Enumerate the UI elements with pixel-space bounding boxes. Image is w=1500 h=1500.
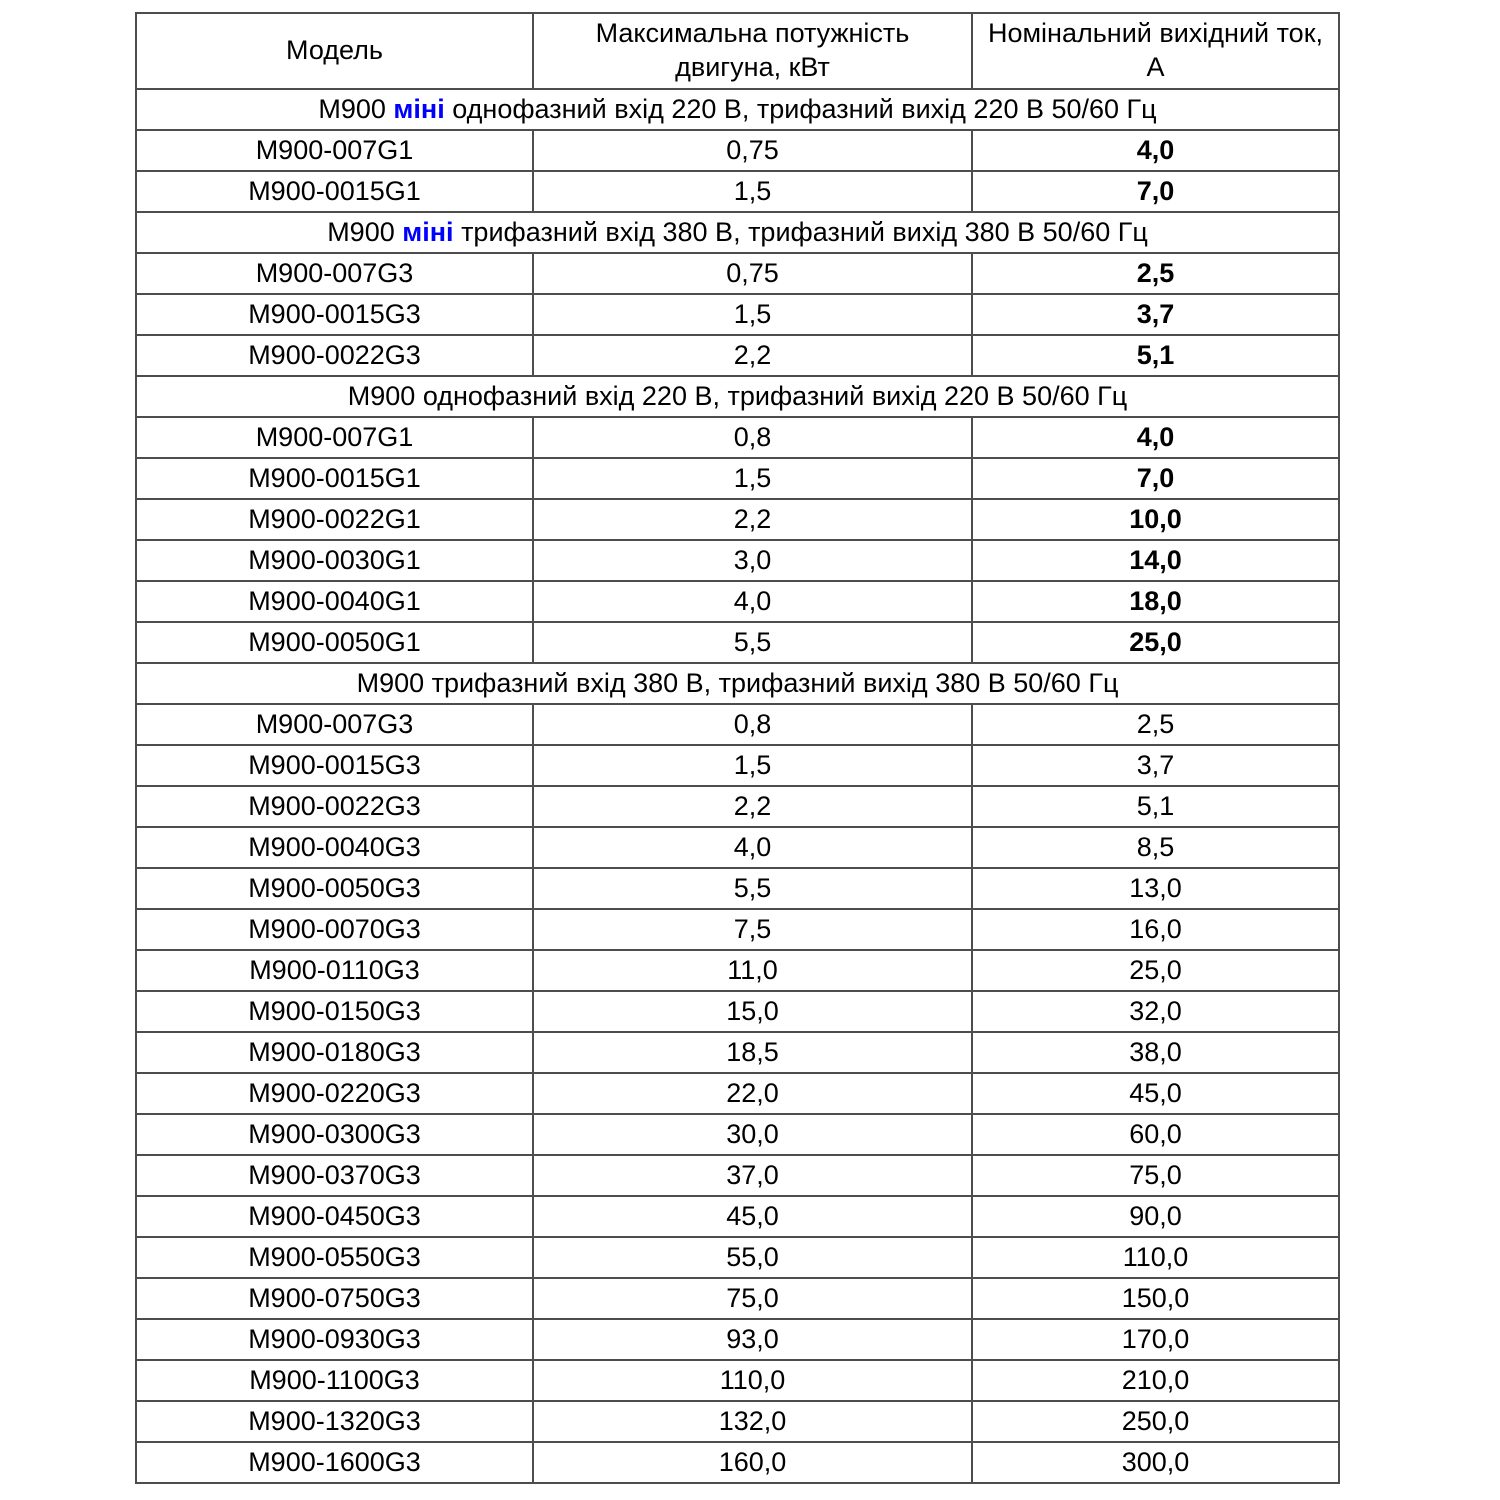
section-title bbox=[136, 89, 1339, 130]
section-header-row bbox=[136, 663, 1339, 704]
power-cell: 110,0 bbox=[533, 1360, 972, 1401]
model-cell: M900-0450G3 bbox=[136, 1196, 533, 1237]
table-row bbox=[136, 950, 1339, 991]
table-row bbox=[136, 499, 1339, 540]
model-cell: M900-007G1 bbox=[136, 417, 533, 458]
current-cell: 13,0 bbox=[972, 868, 1339, 909]
table-row bbox=[136, 786, 1339, 827]
power-cell: 5,5 bbox=[533, 868, 972, 909]
model-cell: M900-0550G3 bbox=[136, 1237, 533, 1278]
table-row bbox=[136, 991, 1339, 1032]
col-header-rated-current: Номінальний вихідний ток, А bbox=[972, 13, 1339, 89]
model-cell: M900-0300G3 bbox=[136, 1114, 533, 1155]
current-cell: 4,0 bbox=[972, 417, 1339, 458]
model-cell: M900-0022G3 bbox=[136, 786, 533, 827]
table-row bbox=[136, 540, 1339, 581]
power-cell: 37,0 bbox=[533, 1155, 972, 1196]
power-cell: 11,0 bbox=[533, 950, 972, 991]
current-cell: 210,0 bbox=[972, 1360, 1339, 1401]
model-cell: M900-0220G3 bbox=[136, 1073, 533, 1114]
section-title-suffix: однофазний вхід 220 В, трифазний вихід 220 В 50/60 Гц bbox=[452, 93, 1157, 124]
model-cell: M900-0022G1 bbox=[136, 499, 533, 540]
table-row bbox=[136, 1114, 1339, 1155]
model-cell: M900-007G3 bbox=[136, 253, 533, 294]
power-cell: 1,5 bbox=[533, 745, 972, 786]
current-cell: 2,5 bbox=[972, 704, 1339, 745]
model-cell: M900-0180G3 bbox=[136, 1032, 533, 1073]
table-row bbox=[136, 458, 1339, 499]
power-cell: 2,2 bbox=[533, 786, 972, 827]
current-cell: 2,5 bbox=[972, 253, 1339, 294]
power-cell: 4,0 bbox=[533, 581, 972, 622]
model-cell: M900-0015G1 bbox=[136, 171, 533, 212]
model-cell: M900-0015G1 bbox=[136, 458, 533, 499]
section-title-highlight: міні bbox=[393, 93, 445, 124]
table-row bbox=[136, 253, 1339, 294]
current-cell: 18,0 bbox=[972, 581, 1339, 622]
model-cell: M900-007G3 bbox=[136, 704, 533, 745]
power-cell: 93,0 bbox=[533, 1319, 972, 1360]
current-cell: 32,0 bbox=[972, 991, 1339, 1032]
table-row bbox=[136, 1319, 1339, 1360]
current-cell: 14,0 bbox=[972, 540, 1339, 581]
table-row bbox=[136, 1196, 1339, 1237]
section-title-suffix: трифазний вхід 380 В, трифазний вихід 380 В 50/60 Гц bbox=[431, 667, 1119, 698]
current-cell: 3,7 bbox=[972, 745, 1339, 786]
power-cell: 30,0 bbox=[533, 1114, 972, 1155]
power-cell: 55,0 bbox=[533, 1237, 972, 1278]
table-row bbox=[136, 745, 1339, 786]
model-cell: M900-0030G1 bbox=[136, 540, 533, 581]
current-cell: 3,7 bbox=[972, 294, 1339, 335]
current-cell: 25,0 bbox=[972, 622, 1339, 663]
power-cell: 4,0 bbox=[533, 827, 972, 868]
section-title-prefix: М900 bbox=[356, 667, 425, 698]
current-cell: 7,0 bbox=[972, 458, 1339, 499]
model-cell: M900-0930G3 bbox=[136, 1319, 533, 1360]
current-cell: 60,0 bbox=[972, 1114, 1339, 1155]
table-row bbox=[136, 1073, 1339, 1114]
model-cell: M900-0110G3 bbox=[136, 950, 533, 991]
table-row bbox=[136, 622, 1339, 663]
power-cell: 3,0 bbox=[533, 540, 972, 581]
section-title-highlight: міні bbox=[402, 216, 454, 247]
power-cell: 22,0 bbox=[533, 1073, 972, 1114]
current-cell: 170,0 bbox=[972, 1319, 1339, 1360]
section-title bbox=[136, 212, 1339, 253]
table-row bbox=[136, 417, 1339, 458]
power-cell: 0,8 bbox=[533, 417, 972, 458]
model-cell: M900-007G1 bbox=[136, 130, 533, 171]
section-title-prefix: М900 bbox=[327, 216, 395, 247]
table-row bbox=[136, 171, 1339, 212]
model-cell: M900-0040G3 bbox=[136, 827, 533, 868]
model-cell: M900-1600G3 bbox=[136, 1442, 533, 1483]
power-cell: 0,75 bbox=[533, 253, 972, 294]
model-cell: M900-0015G3 bbox=[136, 294, 533, 335]
table-row bbox=[136, 909, 1339, 950]
current-cell: 16,0 bbox=[972, 909, 1339, 950]
current-cell: 10,0 bbox=[972, 499, 1339, 540]
power-cell: 18,5 bbox=[533, 1032, 972, 1073]
model-cell: M900-0040G1 bbox=[136, 581, 533, 622]
table-row bbox=[136, 1442, 1339, 1483]
model-cell: M900-1320G3 bbox=[136, 1401, 533, 1442]
table-row bbox=[136, 130, 1339, 171]
table-row bbox=[136, 1278, 1339, 1319]
power-cell: 45,0 bbox=[533, 1196, 972, 1237]
section-title-suffix: трифазний вхід 380 В, трифазний вихід 380 В 50/60 Гц bbox=[461, 216, 1148, 247]
table-row bbox=[136, 1237, 1339, 1278]
power-cell: 1,5 bbox=[533, 171, 972, 212]
power-cell: 15,0 bbox=[533, 991, 972, 1032]
current-cell: 90,0 bbox=[972, 1196, 1339, 1237]
col-header-model: Модель bbox=[136, 13, 533, 89]
table-row bbox=[136, 1032, 1339, 1073]
power-cell: 2,2 bbox=[533, 335, 972, 376]
current-cell: 8,5 bbox=[972, 827, 1339, 868]
section-header-row bbox=[136, 89, 1339, 130]
table-row bbox=[136, 581, 1339, 622]
model-cell: M900-0150G3 bbox=[136, 991, 533, 1032]
model-cell: M900-0015G3 bbox=[136, 745, 533, 786]
table-row bbox=[136, 704, 1339, 745]
power-cell: 160,0 bbox=[533, 1442, 972, 1483]
current-cell: 45,0 bbox=[972, 1073, 1339, 1114]
section-title bbox=[136, 663, 1339, 704]
current-cell: 75,0 bbox=[972, 1155, 1339, 1196]
column-header-row bbox=[136, 13, 1339, 89]
current-cell: 7,0 bbox=[972, 171, 1339, 212]
model-cell: M900-0050G3 bbox=[136, 868, 533, 909]
current-cell: 150,0 bbox=[972, 1278, 1339, 1319]
table-row bbox=[136, 1360, 1339, 1401]
section-title-prefix: М900 bbox=[347, 380, 416, 411]
col-header-max-power: Максимальна потужність двигуна, кВт bbox=[533, 13, 972, 89]
current-cell: 250,0 bbox=[972, 1401, 1339, 1442]
table-row bbox=[136, 335, 1339, 376]
current-cell: 5,1 bbox=[972, 335, 1339, 376]
model-cell: M900-0022G3 bbox=[136, 335, 533, 376]
power-cell: 1,5 bbox=[533, 458, 972, 499]
power-cell: 2,2 bbox=[533, 499, 972, 540]
current-cell: 300,0 bbox=[972, 1442, 1339, 1483]
table-row bbox=[136, 1401, 1339, 1442]
model-cell: M900-0370G3 bbox=[136, 1155, 533, 1196]
table-row bbox=[136, 827, 1339, 868]
section-title-prefix: М900 bbox=[318, 93, 386, 124]
power-cell: 1,5 bbox=[533, 294, 972, 335]
section-header-row bbox=[136, 376, 1339, 417]
power-cell: 5,5 bbox=[533, 622, 972, 663]
current-cell: 38,0 bbox=[972, 1032, 1339, 1073]
section-header-row bbox=[136, 212, 1339, 253]
power-cell: 75,0 bbox=[533, 1278, 972, 1319]
current-cell: 110,0 bbox=[972, 1237, 1339, 1278]
current-cell: 5,1 bbox=[972, 786, 1339, 827]
power-cell: 132,0 bbox=[533, 1401, 972, 1442]
table-row bbox=[136, 294, 1339, 335]
model-cell: M900-1100G3 bbox=[136, 1360, 533, 1401]
section-title-suffix: однофазний вхід 220 В, трифазний вихід 220 В 50/60 Гц bbox=[422, 380, 1128, 411]
current-cell: 25,0 bbox=[972, 950, 1339, 991]
section-title bbox=[136, 376, 1339, 417]
table-row bbox=[136, 868, 1339, 909]
table-row bbox=[136, 1155, 1339, 1196]
model-cell: M900-0750G3 bbox=[136, 1278, 533, 1319]
power-cell: 0,8 bbox=[533, 704, 972, 745]
spec-table bbox=[135, 12, 1340, 1484]
current-cell: 4,0 bbox=[972, 130, 1339, 171]
model-cell: M900-0070G3 bbox=[136, 909, 533, 950]
power-cell: 7,5 bbox=[533, 909, 972, 950]
model-cell: M900-0050G1 bbox=[136, 622, 533, 663]
power-cell: 0,75 bbox=[533, 130, 972, 171]
